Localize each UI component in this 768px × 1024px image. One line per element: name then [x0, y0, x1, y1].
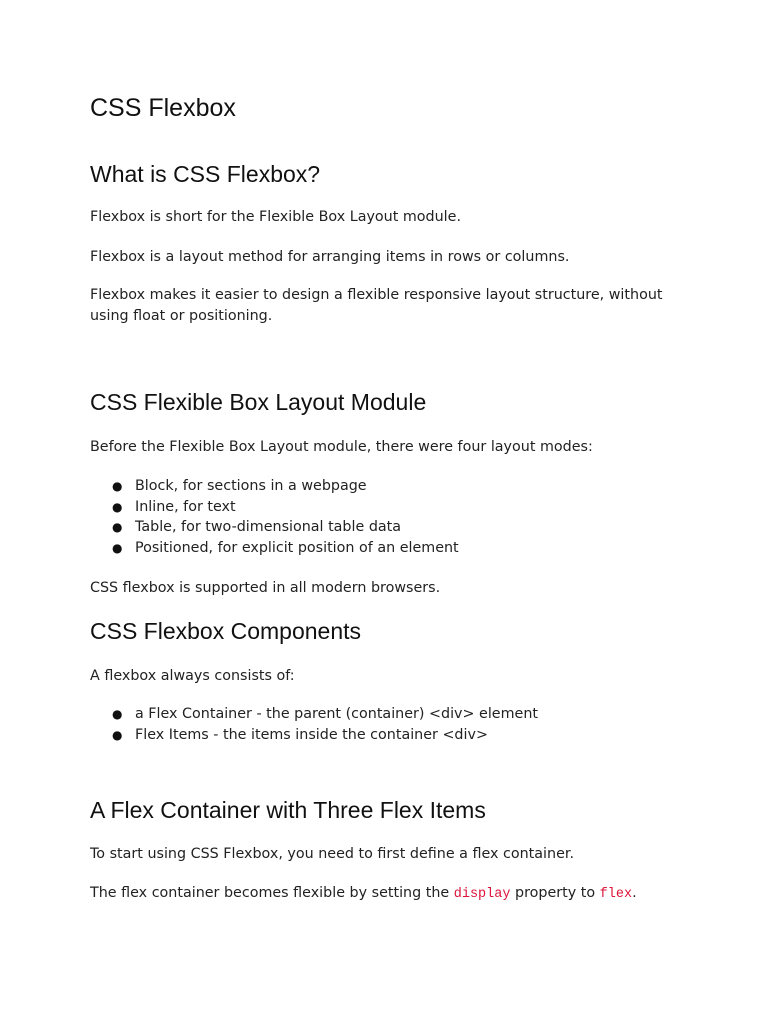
bullet-icon: ● — [112, 520, 123, 534]
section-heading-flex-container-three-items: A Flex Container with Three Flex Items — [90, 797, 486, 823]
paragraph: A flexbox always consists of: — [90, 668, 295, 684]
section-heading-flexbox-components: CSS Flexbox Components — [90, 618, 362, 644]
components-list — [112, 704, 538, 745]
paragraph: CSS flexbox is supported in all modern browsers. — [90, 580, 441, 596]
paragraph: Flexbox is a layout method for arranging items in rows or columns. — [90, 249, 570, 265]
text-run: . — [632, 885, 637, 901]
paragraph: Before the Flexible Box Layout module, there were four layout modes: — [90, 439, 593, 455]
list-item-text: Table, for two-dimensional table data — [135, 519, 402, 535]
list-item-text: Block, for sections in a webpage — [135, 478, 367, 494]
list-item-text: Flex Items - the items inside the container <div> — [135, 726, 488, 743]
code-display: display — [453, 887, 511, 902]
list-item — [112, 538, 459, 559]
list-item — [112, 725, 538, 746]
paragraph-with-code — [90, 883, 690, 905]
list-item — [112, 476, 459, 497]
paragraph: Flexbox makes it easier to design a flexible responsive layout structure, without using float or positioning. — [90, 287, 663, 324]
paragraph: To start using CSS Flexbox, you need to first define a flex container. — [90, 846, 574, 862]
list-item-text: Inline, for text — [135, 498, 236, 515]
bullet-icon: ● — [112, 479, 123, 493]
list-item-text: Positioned, for explicit position of an element — [135, 539, 459, 556]
list-item — [112, 497, 459, 518]
text-run: The flex container becomes flexible by setting the — [90, 885, 454, 901]
page-title: CSS Flexbox — [90, 94, 236, 122]
section-heading-what-is-flexbox: What is CSS Flexbox? — [90, 161, 321, 187]
layout-modes-list — [112, 476, 459, 558]
list-item — [112, 517, 459, 538]
section-heading-flexible-box-layout-module: CSS Flexible Box Layout Module — [90, 389, 427, 415]
paragraph: Flexbox is short for the Flexible Box Layout module. — [90, 209, 461, 225]
bullet-icon: ● — [112, 540, 123, 555]
bullet-icon: ● — [112, 707, 123, 721]
list-item — [112, 704, 538, 725]
bullet-icon: ● — [112, 727, 123, 742]
list-item-text: a Flex Container - the parent (container) <div> element — [135, 706, 538, 722]
bullet-icon: ● — [112, 499, 123, 514]
code-flex: flex — [599, 887, 633, 902]
text-run: property to — [510, 885, 600, 901]
